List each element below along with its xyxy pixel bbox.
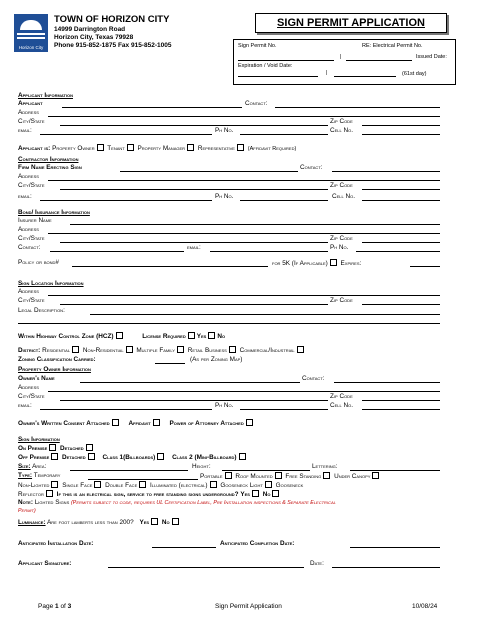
temporary-field[interactable] (88, 479, 198, 480)
contractor-contact-field[interactable] (332, 171, 440, 172)
completion-date-field[interactable] (350, 547, 440, 548)
reflector-checkbox[interactable] (46, 490, 53, 497)
class1-checkbox[interactable] (157, 453, 164, 460)
insurer-name-field[interactable] (70, 224, 440, 225)
legal-description-field-2[interactable] (18, 323, 440, 324)
owner-city-field[interactable] (60, 400, 328, 401)
bond-heading: Bond/ Insurance Information (18, 209, 90, 216)
sign-permit-no-field[interactable] (238, 60, 334, 61)
residential-checkbox[interactable] (72, 346, 79, 353)
address-line-2: Horizon City, Texas 79928 (54, 34, 134, 41)
for-5k-checkbox[interactable] (330, 259, 337, 266)
signature-date-field[interactable] (332, 567, 440, 568)
electrical-permit-field[interactable] (346, 60, 412, 61)
owner-phone-field[interactable] (240, 409, 328, 410)
location-address-field[interactable] (48, 295, 440, 296)
affidavit-checkbox[interactable] (153, 419, 160, 426)
page-number: Page 1 of 3 (38, 603, 72, 610)
note-red-text: (Permits subject to code, requires UL Certification Label, Pre Installation inspections & Separate Electrical (71, 500, 336, 506)
firm-name-field[interactable] (120, 171, 298, 172)
signature-field[interactable] (108, 567, 304, 568)
luminance-no-checkbox[interactable] (172, 518, 179, 525)
issued-date-label: Issued Date: (416, 54, 447, 60)
city-name: TOWN OF HORIZON CITY (54, 14, 170, 25)
address-line-1: 14999 Darrington Road (54, 26, 126, 33)
under-canopy-checkbox[interactable] (372, 472, 379, 479)
poa-checkbox[interactable] (246, 419, 253, 426)
retail-checkbox[interactable] (229, 346, 236, 353)
bond-address-field[interactable] (48, 233, 440, 234)
off-premise-detached-checkbox[interactable] (88, 453, 95, 460)
applicant-city-field[interactable] (60, 125, 328, 126)
illuminated-checkbox[interactable] (210, 481, 217, 488)
free-standing-checkbox[interactable] (323, 472, 330, 479)
city-logo (14, 14, 48, 52)
representative-checkbox[interactable] (237, 144, 244, 151)
on-premise-detached-checkbox[interactable] (86, 444, 93, 451)
tenant-checkbox[interactable] (127, 144, 134, 151)
owner-cell-field[interactable] (362, 409, 440, 410)
expires-field[interactable] (410, 266, 440, 267)
page-title: SIGN PERMIT APPLICATION (255, 13, 447, 33)
sign-heading: Sign Information (18, 436, 60, 443)
location-zip-field[interactable] (362, 304, 440, 305)
applicant-field[interactable] (62, 107, 242, 108)
owner-contact-field[interactable] (334, 382, 440, 383)
footer-title: Sign Permit Application (215, 603, 282, 610)
expiration-label: Expiration / Void Date: (238, 63, 293, 69)
contractor-heading: Contractor Information (18, 156, 79, 163)
contractor-city-field[interactable] (60, 189, 328, 190)
applicant-cell-field[interactable] (362, 134, 440, 135)
applicant-phone-field[interactable] (240, 134, 328, 135)
hcz-checkbox[interactable] (116, 332, 123, 339)
applicant-contact-field[interactable] (275, 107, 440, 108)
electrical-permit-label: RE: Electrical Permit No. (362, 43, 423, 49)
roof-mounted-checkbox[interactable] (275, 472, 282, 479)
off-premise-checkbox[interactable] (51, 453, 58, 460)
expiration-field[interactable] (238, 76, 318, 77)
contractor-cell-field[interactable] (362, 200, 440, 201)
void-date-field[interactable] (334, 76, 396, 77)
height-field[interactable] (222, 470, 310, 471)
portable-checkbox[interactable] (225, 472, 232, 479)
applicant-email-field[interactable] (40, 134, 212, 135)
applicant-heading: Applicant Information (18, 92, 73, 99)
contractor-zip-field[interactable] (362, 189, 440, 190)
sign-permit-no-label: Sign Permit No. (238, 43, 277, 49)
property-manager-checkbox[interactable] (187, 144, 194, 151)
bond-contact-field[interactable] (50, 251, 184, 252)
multiple-family-checkbox[interactable] (177, 346, 184, 353)
bond-phone-field[interactable] (356, 251, 440, 252)
bond-city-field[interactable] (60, 242, 328, 243)
bond-zip-field[interactable] (362, 242, 440, 243)
license-no-checkbox[interactable] (208, 332, 215, 339)
owner-email-field[interactable] (40, 409, 212, 410)
non-residential-checkbox[interactable] (126, 346, 133, 353)
contractor-phone-field[interactable] (240, 200, 328, 201)
contractor-email-field[interactable] (40, 200, 212, 201)
installation-date-field[interactable] (152, 547, 216, 548)
applicant-zip-field[interactable] (362, 125, 440, 126)
area-field[interactable] (70, 470, 188, 471)
policy-number-field[interactable] (72, 266, 268, 267)
bond-email-field[interactable] (210, 251, 328, 252)
location-heading: Sign Location Information (18, 280, 84, 287)
zoning-classification-field[interactable] (155, 363, 185, 364)
underground-no-checkbox[interactable] (272, 490, 279, 497)
commercial-checkbox[interactable] (297, 346, 304, 353)
location-city-field[interactable] (60, 304, 328, 305)
owner-zip-field[interactable] (362, 400, 440, 401)
day-note: (61st day) (402, 71, 427, 77)
legal-description-field[interactable] (90, 314, 440, 315)
permit-office-box: Sign Permit No. RE: Electrical Permit No. | Issued Date: Expiration / Void Date: | (61st day) (233, 39, 456, 85)
gooseneck-light-checkbox[interactable] (265, 481, 272, 488)
property-owner-checkbox[interactable] (97, 144, 104, 151)
underground-yes-checkbox[interactable] (252, 490, 259, 497)
license-yes-checkbox[interactable] (188, 332, 195, 339)
applicant-address-field[interactable] (48, 116, 440, 117)
on-premise-checkbox[interactable] (49, 444, 56, 451)
luminance-yes-checkbox[interactable] (151, 518, 158, 525)
owner-heading: Property Owner Information (18, 366, 91, 373)
single-face-checkbox[interactable] (94, 481, 101, 488)
contractor-address-field[interactable] (48, 180, 440, 181)
owner-address-field[interactable] (48, 391, 440, 392)
lettering-field[interactable] (350, 470, 440, 471)
double-face-checkbox[interactable] (139, 481, 146, 488)
phone-fax: Phone 915-852-1875 Fax 915-852-1005 (54, 42, 172, 49)
non-lighted-checkbox[interactable] (51, 481, 58, 488)
owner-name-field[interactable] (80, 382, 300, 383)
class2-checkbox[interactable] (239, 453, 246, 460)
sun-icon (20, 20, 42, 30)
footer-date: 10/08/24 (412, 603, 438, 610)
logo-text: Horizon City (18, 45, 44, 50)
written-consent-checkbox[interactable] (112, 419, 119, 426)
